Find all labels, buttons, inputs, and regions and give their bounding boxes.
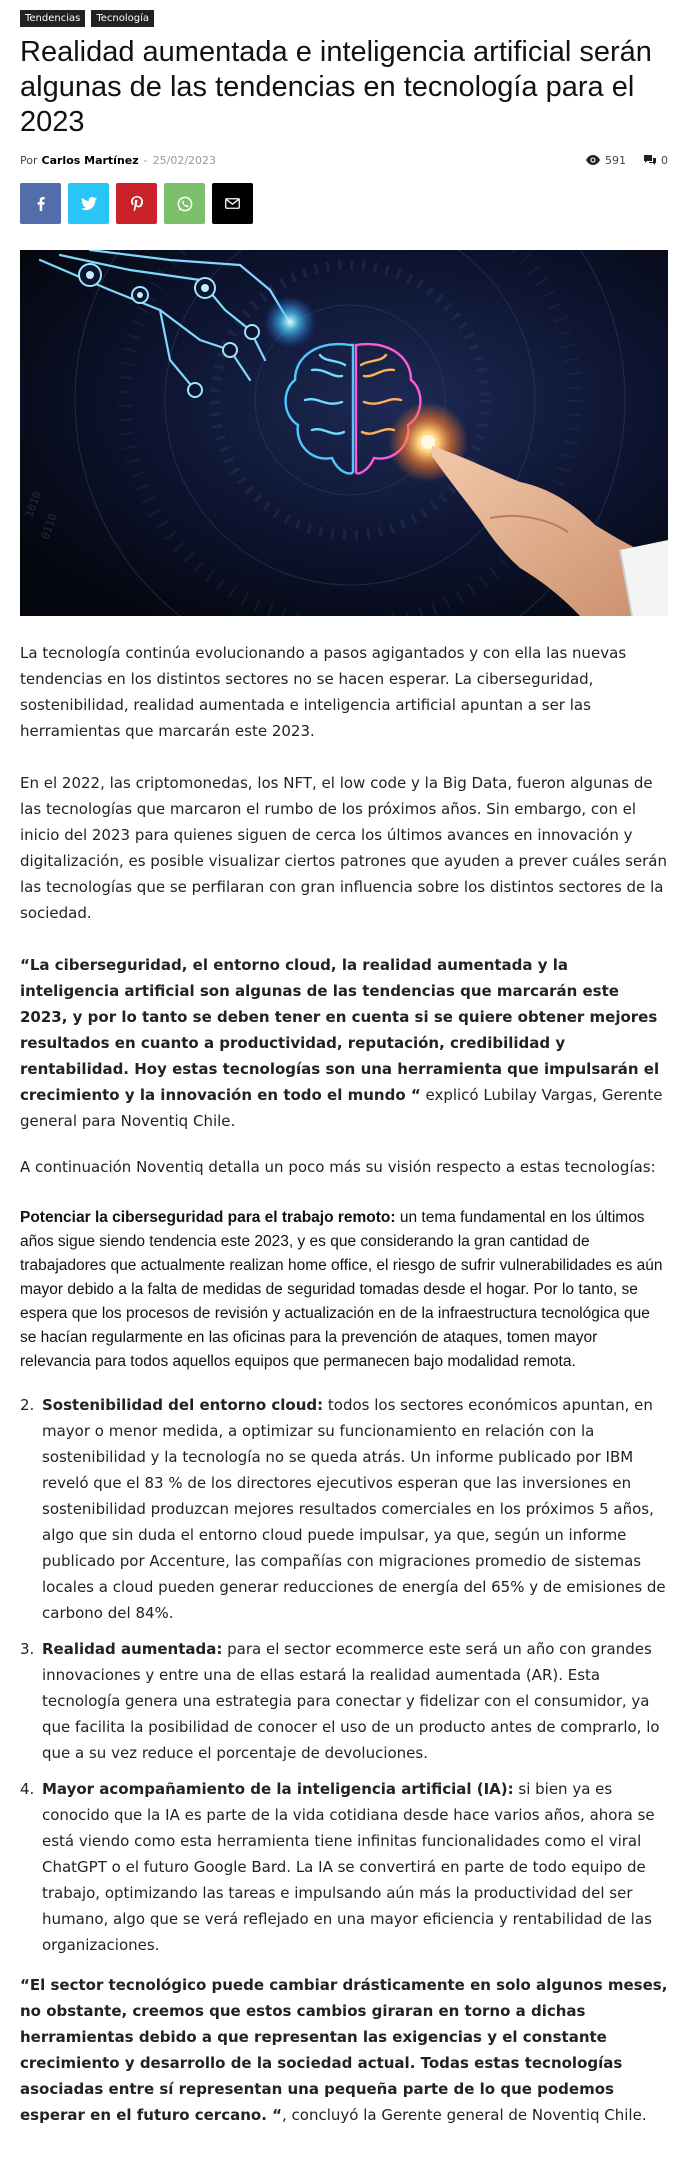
paragraph-intro: La tecnología continúa evolucionando a pasos agigantados y con ella las nuevas tendencias en los distintos sectores no se hacen esperar. La ciberseguridad, sostenibilidad, realidad aumentada e inteligencia artificial apuntan a ser las herramientas que marcarán este 2023. [20,644,627,740]
list-item [20,1392,668,1626]
meta-separator: - [143,153,148,167]
item-ciberseguridad-text: un tema fundamental en los últimos años sigue siendo tendencia este 2023, y es que considerando la gran cantidad de trabajadores que actualmente realizan home office, el riesgo de sufrir vulnerabilidades es aún mayor debido a la falta de medidas de seguridad tomadas desde el hogar. Por lo tanto, se espera que los procesos de revisión y actualización en de la infraestructura tecnológica que se hacían regularmente en las oficinas para la prevención de ataques, tomen mayor relevancia para todos aquellos equipos que permanecen bajo modalidad remota. [20,1209,663,1370]
author-link[interactable]: Carlos Martínez [41,153,139,167]
quote-closing-attribution: , concluyó la Gerente general de Noventiq Chile. [281,2106,647,2124]
share-facebook-button[interactable] [20,183,61,224]
quote-lubilay-attribution: explicó Lubilay Vargas, Gerente general para Noventiq Chile. [20,1086,663,1130]
category-tags [20,10,668,27]
envelope-icon [225,198,240,209]
article-body [20,640,668,2128]
eye-icon [586,155,600,165]
byline-prefix: Por [20,153,38,167]
list-item [20,1636,668,1766]
list-item-heading: Sostenibilidad del entorno cloud: [42,1396,324,1414]
pinterest-icon [131,196,143,211]
views-counter [586,154,626,167]
category-tag-tendencias[interactable]: Tendencias [20,10,85,27]
list-item-heading: Realidad aumentada: [42,1640,223,1658]
facebook-icon [37,197,45,211]
quote-lubilay-text: “La ciberseguridad, el entorno cloud, la realidad aumentada y la inteligencia artificial son algunas de las tendencias que marcarán este 2023, y por lo tanto se deben tener en cuenta si se quiere obtener mejores resultados en cuanto a productividad, reputación, credibilidad y rentabilidad. Hoy estas tecnologías son una herramienta que impulsarán el crecimiento y la innovación en todo el mundo “ [20,956,660,1104]
item-ciberseguridad-heading: Potenciar la ciberseguridad para el trabajo remoto: [20,1209,396,1226]
list-item-number: 4. [20,1780,35,1798]
ai-brain-illustration [20,250,668,616]
list-item [20,1776,668,1958]
whatsapp-icon [177,196,193,212]
list-item-text: para el sector ecommerce este será un año con grandes innovaciones y entre una de ellas estará la realidad aumentada (AR). Esta tecnología genera una estrategia para conectar y fidelizar con el consumidor, ya que facilita la posibilidad de conocer el uso de un producto antes de comprarlo, lo que a su vez reduce el porcentaje de devoluciones. [42,1640,660,1762]
trend-list [20,1392,668,1958]
share-twitter-button[interactable] [68,183,109,224]
list-item-heading: Mayor acompañamiento de la inteligencia artificial (IA): [42,1780,514,1798]
category-tag-tecnologia[interactable]: Tecnología [91,10,154,27]
share-whatsapp-button[interactable] [164,183,205,224]
comments-count: 0 [661,153,668,167]
list-item-text: si bien ya es conocido que la IA es parte de la vida cotidiana desde hace varios años, ahora se está viendo como esta herramienta tiene infinitas funcionalidades como el viral ChatGPT o el futuro Google Bard. La IA se convertirá en parte de todo equipo de trabajo, optimizando las tareas e impulsando aún más la productividad del ser humano, algo que se verá reflejado en una mayor eficiencia y rentabilidad de las organizaciones. [42,1780,655,1954]
share-email-button[interactable] [212,183,253,224]
comments-counter[interactable] [644,154,668,167]
twitter-icon [81,197,97,210]
quote-lubilay [20,952,668,1134]
quote-closing-text: “El sector tecnológico puede cambiar drásticamente en solo algunos meses, no obstante, creemos que estos cambios giraran en torno a dichas herramientas debido a que representan las exigencias y el constante crecimiento y desarrollo de la sociedad actual. Todas estas tecnologías asociadas entre sí representan una pequeña parte de lo que podemos esperar en el futuro cercano. “ [20,1976,668,2124]
paragraph-2022: En el 2022, las criptomonedas, los NFT, el low code y la Big Data, fueron algunas de las tecnologías que marcaron el rumbo de los próximos años. Sin embargo, con el inicio del 2023 para quienes siguen de cerca los últimos avances en innovación y digitalización, es posible visualizar ciertos patrones que ayuden a prever cuáles serán las tecnologías que se perfilaran con gran influencia sobre los distintos sectores de la sociedad. [20,774,667,922]
article-meta [20,152,668,168]
list-item-text: todos los sectores económicos apuntan, en mayor o menor medida, a optimizar su funcionamiento en relación con la sostenibilidad y la tecnología no se queda atrás. Un informe publicado por IBM reveló que el 83 % de los directores ejecutivos esperan que las inversiones en sostenibilidad produzcan mejores resultados comerciales en los próximos 5 años, algo que sin duda el entorno cloud puede impulsar, ya que, según un informe publicado por Accenture, las compañías con migraciones promedio de sistemas locales a cloud pueden generar reducciones de energía del 65% y de emisiones de carbono del 84%. [42,1396,666,1622]
comment-icon [644,155,656,165]
list-item-number: 2. [20,1396,35,1414]
paragraph-intro-list: A continuación Noventiq detalla un poco más su visión respecto a estas tecnologías: [20,1158,656,1176]
quote-closing [20,1972,668,2128]
share-buttons [20,183,668,224]
list-item-number: 3. [20,1640,35,1658]
featured-image [20,250,668,616]
svg-text:0110: 0110 [38,511,60,542]
article-title: Realidad aumentada e inteligencia artificial serán algunas de las tendencias en tecnología para el 2023 [20,36,652,138]
item-ciberseguridad [20,1206,668,1374]
share-pinterest-button[interactable] [116,183,157,224]
publish-date: 25/02/2023 [152,153,217,167]
views-count: 591 [605,153,626,167]
svg-text:1010: 1010 [22,489,44,520]
